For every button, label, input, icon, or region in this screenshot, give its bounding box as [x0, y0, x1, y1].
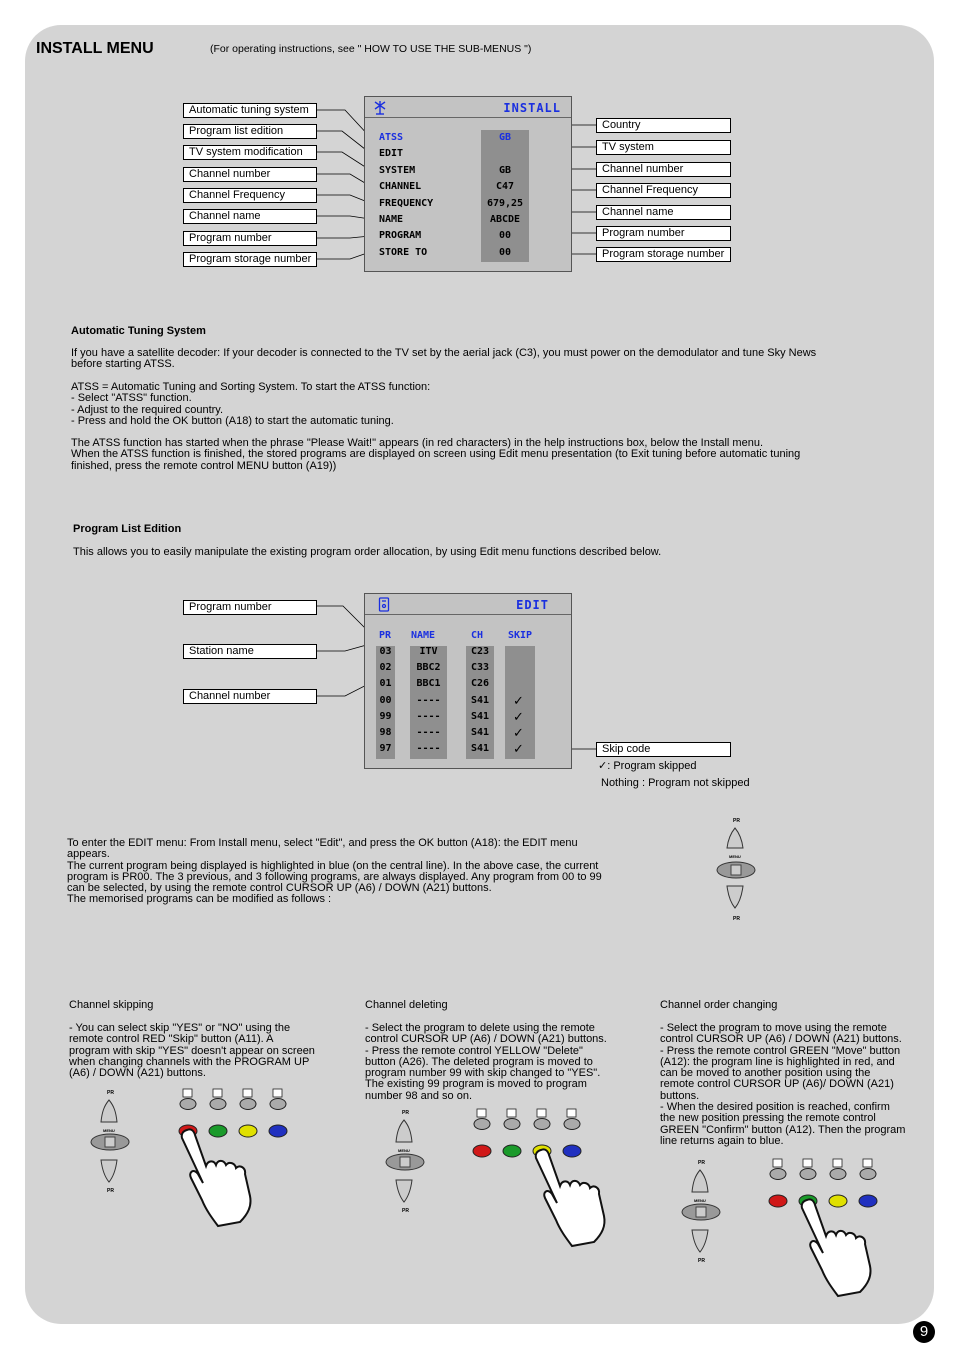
page-note: (For operating instructions, see " HOW TO USE THE SUB-MENUS ") [210, 43, 532, 55]
edit-col-ch: CH [471, 630, 484, 641]
edit-label-program-number: Program number [183, 600, 317, 615]
install-row-value: ABCDE [489, 214, 521, 225]
edit-cell-ch: S41 [470, 727, 490, 738]
teletext-button-icon [268, 1088, 288, 1110]
edit-cell-ch: C23 [470, 646, 490, 657]
pr-up-button-icon [98, 1098, 120, 1124]
edit-skip-check: ✓ [513, 708, 524, 724]
install-value-column [481, 130, 529, 262]
edit-cell-pr: 99 [379, 710, 392, 722]
install-row-value: GB [498, 132, 512, 143]
label-tv-system-modification: TV system modification [183, 145, 317, 160]
edit-skip-check: ✓ [513, 725, 524, 740]
antenna-icon [373, 99, 387, 115]
teletext-button-icon [828, 1158, 848, 1180]
install-row-label: EDIT [379, 148, 404, 160]
pr-up-label: PR [402, 1110, 409, 1116]
label-automatic-tuning-system: Automatic tuning system [183, 103, 317, 118]
teletext-button-icon [502, 1108, 522, 1130]
label-channel-frequency-right: Channel Frequency [596, 183, 731, 198]
install-row-label: STORE TO [379, 246, 428, 258]
ats-paragraph-3: The ATSS function has started when the phrase "Please Wait!" appears (in red characters) in the help instructions box, below the Install menu. When the ATSS function is finished, the stored programs are displayed on screen using Edit menu presentation (to Exit tuning before automatic tuning finished, press the remote control MENU button (A19)) [71, 437, 801, 472]
ats-paragraph-1: If you have a satellite decoder: If your decoder is connected to the TV set by the aerial jack (C3), you must power on the demodulator and tune Sky News before starting ATSS. [71, 347, 817, 371]
edit-header [365, 594, 571, 615]
edit-cell-pr: 00 [379, 694, 392, 706]
edit-skip-check: ✓ [513, 741, 524, 757]
install-row-value: GB [498, 164, 512, 176]
teletext-button-icon [532, 1108, 552, 1130]
edit-cell-name: ---- [416, 694, 441, 706]
pointing-hand-icon [178, 1126, 268, 1230]
remote-icon [378, 597, 391, 612]
teletext-button-icon [562, 1108, 582, 1130]
section-skipping-title: Channel skipping [69, 999, 154, 1011]
edit-cell-ch: S41 [470, 743, 490, 755]
menu-label: MENU [694, 1198, 706, 1203]
menu-button-icon [715, 860, 757, 880]
menu-label: MENU [398, 1148, 410, 1153]
install-screen [364, 96, 572, 272]
edit-cell-name: ---- [416, 710, 441, 722]
color-button-icon [472, 1144, 492, 1158]
menu-label: MENU [729, 854, 741, 859]
edit-cell-ch: C26 [470, 678, 490, 690]
edit-col-name: NAME [411, 630, 436, 641]
install-title: INSTALL [503, 101, 561, 115]
menu-label: MENU [103, 1128, 115, 1133]
teletext-button-icon [178, 1088, 198, 1110]
edit-screen [364, 593, 572, 769]
pr-down-button-icon [98, 1158, 120, 1186]
skip-no-note: Nothing : Program not skipped [601, 777, 750, 789]
section-order-title: Channel order changing [660, 999, 778, 1011]
label-country: Country [596, 118, 731, 133]
section-deleting-body: - Select the program to delete using the remote control CURSOR UP (A6) / DOWN (A21) buttons. - Press the remote control YELLOW "Delete" button (A26). The deleted program is moved to program number 99 with skip changed to "YES". The existing 99 program is moved to program number 98 and so on. [365, 1022, 607, 1102]
label-program-number: Program number [183, 231, 317, 246]
edit-skip-check: ✓ [513, 692, 524, 708]
teletext-button-icon [768, 1158, 788, 1180]
section-order-body: - Select the program to move using the remote control CURSOR UP (A6) / DOWN (A21) buttons. - Press the remote control GREEN "Move" button (A12): the program line is highlighted in red, and can be moved to another position using the remote control CURSOR UP (A6)/ DOWN (A21) buttons. - When the desired position is reached, confirm the new position pressing the remote control GREEN "Confirm" button (A12). Then the program line returns again to blue. [660, 1022, 906, 1147]
ats-heading: Automatic Tuning System [71, 325, 206, 337]
edit-col-skip: SKIP [508, 630, 533, 641]
teletext-button-icon [238, 1088, 258, 1110]
color-button-icon [768, 1194, 788, 1208]
install-row-value: 00 [498, 246, 512, 258]
label-channel-name-right: Channel name [596, 205, 731, 220]
ple-heading: Program List Edition [73, 523, 182, 535]
pr-down-label: PR [698, 1258, 705, 1264]
pr-down-label: PR [733, 916, 740, 922]
install-row-value: C47 [495, 181, 515, 193]
label-program-number-right: Program number [596, 226, 731, 241]
edit-cell-name: BBC1 [416, 678, 441, 690]
install-row-label: NAME [379, 214, 404, 225]
menu-button-icon [384, 1152, 426, 1172]
edit-cell-pr: 01 [379, 678, 392, 690]
label-program-storage-number-right: Program storage number [596, 247, 731, 262]
edit-title: EDIT [516, 598, 549, 612]
install-row-label: ATSS [379, 132, 404, 143]
teletext-button-icon [858, 1158, 878, 1180]
skip-code-label: Skip code [596, 742, 731, 757]
pr-down-button-icon [393, 1178, 415, 1206]
label-program-list-edition: Program list edition [183, 124, 317, 139]
label-channel-number-right: Channel number [596, 162, 731, 177]
teletext-button-icon [798, 1158, 818, 1180]
skip-yes-note: ✓: Program skipped [598, 760, 697, 772]
install-row-label: SYSTEM [379, 164, 416, 176]
edit-col-pr: PR [379, 630, 392, 641]
label-channel-name: Channel name [183, 209, 317, 224]
install-row-value: 00 [498, 230, 512, 242]
pr-down-button-icon [689, 1228, 711, 1256]
section-deleting-title: Channel deleting [365, 999, 448, 1011]
pr-down-button-icon [724, 884, 746, 912]
edit-cell-name: ITV [419, 646, 438, 657]
label-program-storage-number: Program storage number [183, 252, 317, 267]
install-row-label: CHANNEL [379, 181, 422, 193]
label-tv-system: TV system [596, 140, 731, 155]
install-row-label: FREQUENCY [379, 197, 434, 209]
edit-intro-text: To enter the EDIT menu: From Install menu, select "Edit", and press the OK button (A18): the EDIT menu appears. The current program being displayed is highlighted in blue (on the central line). In the above case, the current program is PR00. The 3 previous, and 3 following programs, are always displayed. Any program from 00 to 99 can be selected, by using the remote control CURSOR UP (A6) / DOWN (A21) buttons. The memorised programs can be modified as follows : [67, 837, 602, 906]
label-channel-number: Channel number [183, 167, 317, 182]
teletext-button-icon [472, 1108, 492, 1130]
install-row-label: PROGRAM [379, 230, 422, 242]
menu-button-icon [89, 1132, 131, 1152]
edit-cell-pr: 02 [379, 662, 392, 674]
pr-up-button-icon [724, 826, 746, 850]
edit-cell-ch: C33 [470, 662, 490, 674]
edit-cell-name: BBC2 [416, 662, 441, 674]
edit-cell-pr: 97 [379, 743, 392, 755]
edit-cell-pr: 98 [379, 727, 392, 738]
pr-down-label: PR [402, 1208, 409, 1214]
page-number: 9 [913, 1321, 935, 1343]
label-channel-frequency: Channel Frequency [183, 188, 317, 203]
menu-button-icon [680, 1202, 722, 1222]
pr-up-label: PR [698, 1160, 705, 1166]
edit-cell-ch: S41 [470, 694, 490, 706]
color-button-icon [268, 1124, 288, 1138]
ple-paragraph: This allows you to easily manipulate the existing program order allocation, by using Edit menu functions described below. [73, 546, 662, 558]
pointing-hand-icon [798, 1196, 888, 1300]
pointing-hand-icon [532, 1146, 622, 1250]
checkmark-icon: ✓ [598, 760, 608, 772]
edit-cell-name: ---- [416, 743, 441, 755]
pr-up-button-icon [689, 1168, 711, 1194]
section-skipping-body: - You can select skip "YES" or "NO" using the remote control RED "Skip" button (A11). A program with skip "YES" doesn't appear on screen when changing channels with the PROGRAM UP (A6) / DOWN (A21) buttons. [69, 1022, 315, 1080]
edit-cell-ch: S41 [470, 710, 490, 722]
ats-paragraph-2: ATSS = Automatic Tuning and Sorting System. To start the ATSS function: - Select "ATSS" function. - Adjust to the required country. - Press and hold the OK button (A18) to start the automatic tuning. [71, 381, 431, 427]
edit-cell-pr: 03 [379, 646, 392, 657]
color-button-icon [502, 1144, 522, 1158]
remote-pr-menu-graphic [715, 818, 757, 924]
pr-up-label: PR [733, 818, 740, 824]
pr-up-label: PR [107, 1090, 114, 1096]
install-row-value: 679,25 [486, 197, 524, 209]
edit-cell-name: ---- [416, 727, 441, 738]
pr-up-button-icon [393, 1118, 415, 1144]
edit-label-station-name: Station name [183, 644, 317, 659]
install-header [365, 97, 571, 118]
teletext-button-icon [208, 1088, 228, 1110]
edit-label-channel-number: Channel number [183, 689, 317, 704]
pr-down-label: PR [107, 1188, 114, 1194]
page-title: INSTALL MENU [36, 40, 154, 57]
